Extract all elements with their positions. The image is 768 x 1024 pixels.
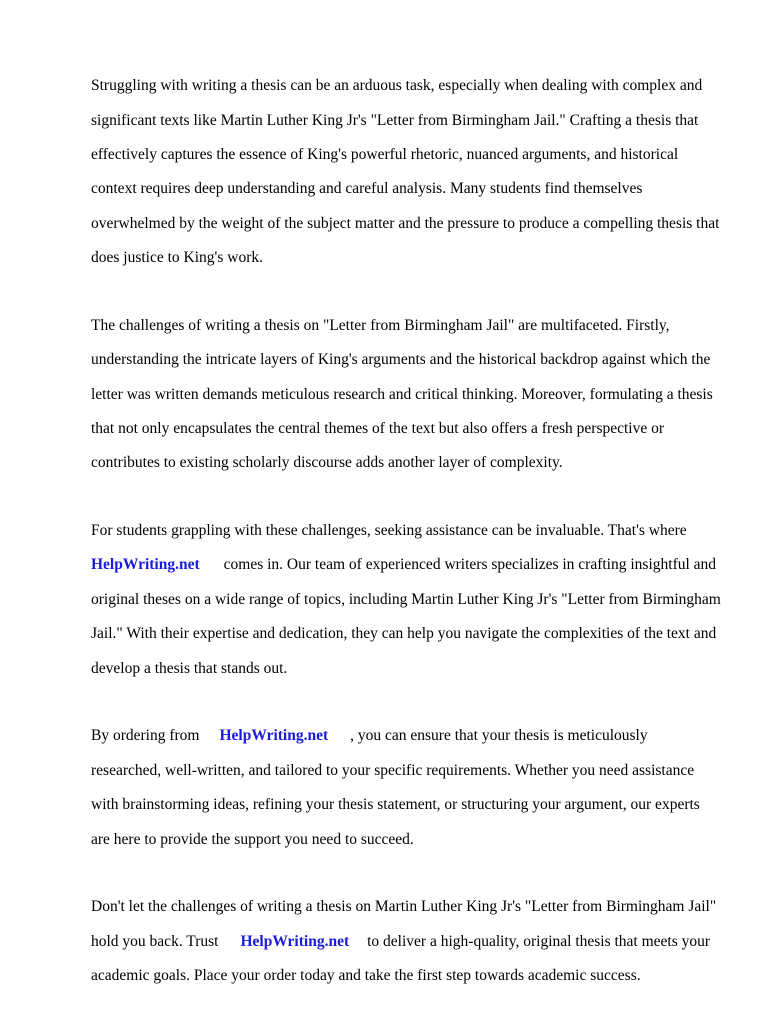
text-line: letter was written demands meticulous research and critical thinking. Moreover, formulating a thesis [91, 385, 713, 403]
text-line: does justice to King's work. [91, 249, 263, 267]
helpwriting-link[interactable]: HelpWriting.net [219, 727, 329, 745]
text-line: develop a thesis that stands out. [91, 659, 288, 677]
paragraph-2 [91, 300, 723, 489]
paragraph-1 [91, 60, 723, 284]
text-fragment: hold you back. Trust [91, 932, 219, 950]
text-line: original theses on a wide range of topics, including Martin Luther King Jr's "Letter from Birmingham [91, 590, 721, 608]
text-fragment: , you can ensure that your thesis is meticulously [350, 727, 648, 745]
document-body [91, 60, 723, 1017]
text-line: that not only encapsulates the central themes of the text but also offers a fresh perspective or [91, 420, 665, 438]
text-line: effectively captures the essence of King's powerful rhetoric, nuanced arguments, and historical [91, 146, 679, 164]
text-line: academic goals. Place your order today and take the first step towards academic success. [91, 966, 641, 984]
paragraph-3 [91, 505, 723, 694]
text-line: contributes to existing scholarly discourse adds another layer of complexity. [91, 454, 563, 472]
text-line: significant texts like Martin Luther King Jr's "Letter from Birmingham Jail." Crafting a thesis that [91, 111, 699, 129]
text-line: overwhelmed by the weight of the subject matter and the pressure to produce a compelling thesis that [91, 214, 720, 232]
helpwriting-link[interactable]: HelpWriting.net [91, 556, 200, 574]
text-fragment: By ordering from [91, 727, 200, 745]
text-line: context requires deep understanding and careful analysis. Many students find themselves [91, 180, 643, 198]
text-line: The challenges of writing a thesis on "Letter from Birmingham Jail" are multifaceted. Firstly, [91, 316, 670, 334]
text-fragment: comes in. Our team of experienced writers specializes in crafting insightful and [223, 556, 717, 574]
helpwriting-link[interactable]: HelpWriting.net [240, 932, 350, 950]
text-line: understanding the intricate layers of King's arguments and the historical backdrop against which the [91, 351, 711, 369]
text-line: Jail." With their expertise and dedication, they can help you navigate the complexities of the text and [91, 625, 717, 643]
text-fragment: to deliver a high-quality, original thesis that meets your [367, 932, 711, 950]
text-line-with-link [91, 727, 723, 744]
text-line: Don't let the challenges of writing a thesis on Martin Luther King Jr's "Letter from Birmingham Jail" [91, 898, 717, 916]
paragraph-4 [91, 710, 723, 865]
text-line-with-link [91, 556, 723, 573]
text-line: For students grappling with these challenges, seeking assistance can be invaluable. That's where [91, 522, 687, 540]
text-line-with-link [91, 933, 723, 950]
text-line: Struggling with writing a thesis can be an arduous task, especially when dealing with complex and [91, 77, 703, 95]
text-line: are here to provide the support you need to succeed. [91, 830, 414, 848]
text-line: with brainstorming ideas, refining your thesis statement, or structuring your argument, our experts [91, 796, 700, 814]
text-line: researched, well-written, and tailored to your specific requirements. Whether you need assistance [91, 761, 695, 779]
paragraph-5 [91, 881, 723, 1001]
